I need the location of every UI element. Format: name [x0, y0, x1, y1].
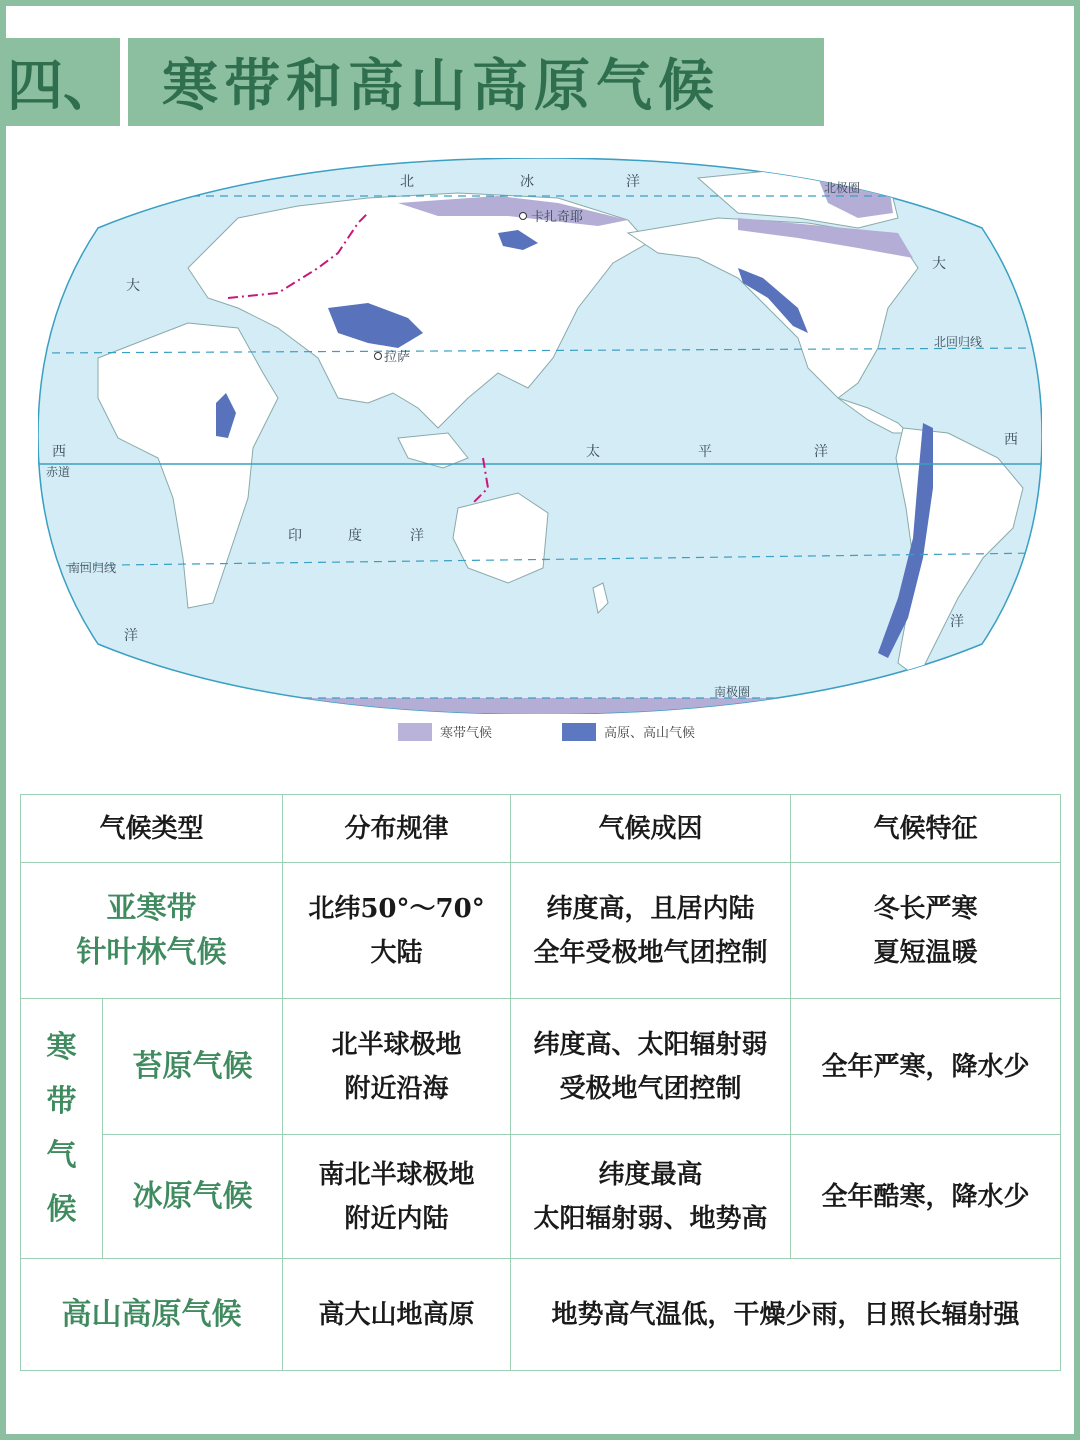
- subarctic-cause-line2: 全年受极地气团控制: [533, 937, 768, 968]
- cold-climate-group-label: [21, 1024, 102, 1234]
- highland-distribution-cell: 高大山地高原: [283, 1259, 511, 1371]
- indian-char-2: 度: [348, 528, 362, 544]
- arctic-ocean-char-3: 洋: [626, 174, 640, 190]
- legend-cold-label: 寒带气候: [440, 726, 493, 741]
- map-legend: [398, 722, 695, 741]
- atlantic-right-char-2: 西: [1004, 432, 1018, 448]
- icecap-feature-cell: 全年酷寒，降水少: [791, 1135, 1061, 1259]
- tropic-cancer-label: 北回归线: [934, 335, 983, 349]
- subarctic-feature-line2: 夏短温暖: [873, 937, 978, 968]
- subarctic-type-line1: 亚寒带: [106, 890, 197, 926]
- table-row-highland: [21, 1259, 1061, 1371]
- antarctic-circle-label: 南极圈: [714, 685, 751, 699]
- tundra-feature-cell: 全年严寒，降水少: [791, 999, 1061, 1135]
- cold-group-char-2: 带: [46, 1083, 77, 1119]
- cold-group-char-4: 候: [46, 1191, 77, 1227]
- tundra-distribution-cell: [283, 999, 511, 1135]
- arctic-ocean-char-1: 北: [400, 174, 414, 190]
- tropic-capricorn-label: 南回归线: [68, 561, 117, 575]
- atlantic-left-char-2: 西: [52, 444, 66, 460]
- world-map-svg: [38, 158, 1042, 714]
- equator-label: 赤道: [46, 465, 71, 479]
- section-number: 四、: [6, 38, 120, 126]
- icecap-cause-cell: [511, 1135, 791, 1259]
- tundra-dist-line1: 北半球极地: [331, 1029, 462, 1060]
- climate-table: [20, 794, 1061, 1371]
- subarctic-feature-line1: 冬长严寒: [873, 893, 978, 924]
- indian-char-1: 印: [288, 528, 302, 544]
- atlantic-right-char-3: 洋: [950, 614, 964, 630]
- arctic-ocean-char-2: 冰: [520, 174, 534, 190]
- indian-char-3: 洋: [410, 528, 424, 544]
- pacific-char-2: 平: [698, 444, 712, 460]
- subarctic-dist-line1: 北纬50°～70°: [308, 893, 485, 924]
- subarctic-distribution-cell: [283, 863, 511, 999]
- header-cause: 气候成因: [511, 795, 791, 863]
- arctic-circle-label: 北极圈: [824, 181, 861, 195]
- tundra-type-cell: 苔原气候: [103, 999, 283, 1135]
- tundra-cause-line1: 纬度高、太阳辐射弱: [533, 1029, 768, 1060]
- atlantic-left-char-1: 大: [126, 278, 140, 294]
- pacific-char-1: 太: [586, 444, 600, 460]
- legend-cold: [398, 722, 492, 741]
- legend-highland: [562, 722, 695, 741]
- title-bar: [6, 38, 824, 126]
- tundra-cause-cell: [511, 999, 791, 1135]
- highland-cause-feature-cell: 地势高气温低，干燥少雨，日照长辐射强: [511, 1259, 1061, 1371]
- cold-region-antarctica: [98, 698, 978, 714]
- kazaqiye-point: [520, 213, 527, 220]
- header-feature: 气候特征: [791, 795, 1061, 863]
- header-type: 气候类型: [21, 795, 283, 863]
- icecap-cause-line1: 纬度最高: [598, 1159, 703, 1190]
- subarctic-type-cell: [21, 863, 283, 999]
- highland-type-cell: 高山高原气候: [21, 1259, 283, 1371]
- subarctic-cause-line1: 纬度高，且居内陆: [546, 893, 755, 924]
- table-row-tundra: [21, 999, 1061, 1135]
- table-row-subarctic: [21, 863, 1061, 999]
- header-distribution: 分布规律: [283, 795, 511, 863]
- cold-climate-group-cell: [21, 999, 103, 1259]
- pacific-char-3: 洋: [814, 444, 828, 460]
- kazaqiye-label: 卡扎奇耶: [531, 210, 584, 225]
- icecap-dist-line1: 南北半球极地: [318, 1159, 475, 1190]
- tundra-dist-line2: 附近沿海: [344, 1073, 449, 1104]
- cold-group-char-3: 气: [46, 1137, 77, 1173]
- lasa-label: 拉萨: [384, 350, 411, 365]
- cold-group-char-1: 寒: [46, 1029, 77, 1065]
- icecap-type-cell: 冰原气候: [103, 1135, 283, 1259]
- legend-cold-swatch: [398, 723, 432, 741]
- legend-highland-label: 高原、高山气候: [604, 726, 696, 741]
- world-climate-map: [38, 158, 1042, 714]
- lasa-point: [375, 353, 382, 360]
- subarctic-cause-cell: [511, 863, 791, 999]
- icecap-distribution-cell: [283, 1135, 511, 1259]
- icecap-cause-line2: 太阳辐射弱、地势高: [533, 1203, 768, 1234]
- subarctic-type-line2: 针叶林气候: [76, 934, 227, 970]
- atlantic-left-char-3: 洋: [124, 628, 138, 644]
- subarctic-dist-line2: 大陆: [370, 937, 423, 968]
- title-gap: [120, 38, 128, 126]
- table-header-row: [21, 795, 1061, 863]
- table-row-icecap: [21, 1135, 1061, 1259]
- subarctic-feature-cell: [791, 863, 1061, 999]
- section-title: 寒带和高山高原气候: [128, 38, 824, 126]
- tundra-cause-line2: 受极地气团控制: [559, 1073, 742, 1104]
- icecap-dist-line2: 附近内陆: [344, 1203, 449, 1234]
- atlantic-right-char-1: 大: [932, 256, 946, 272]
- legend-highland-swatch: [562, 723, 596, 741]
